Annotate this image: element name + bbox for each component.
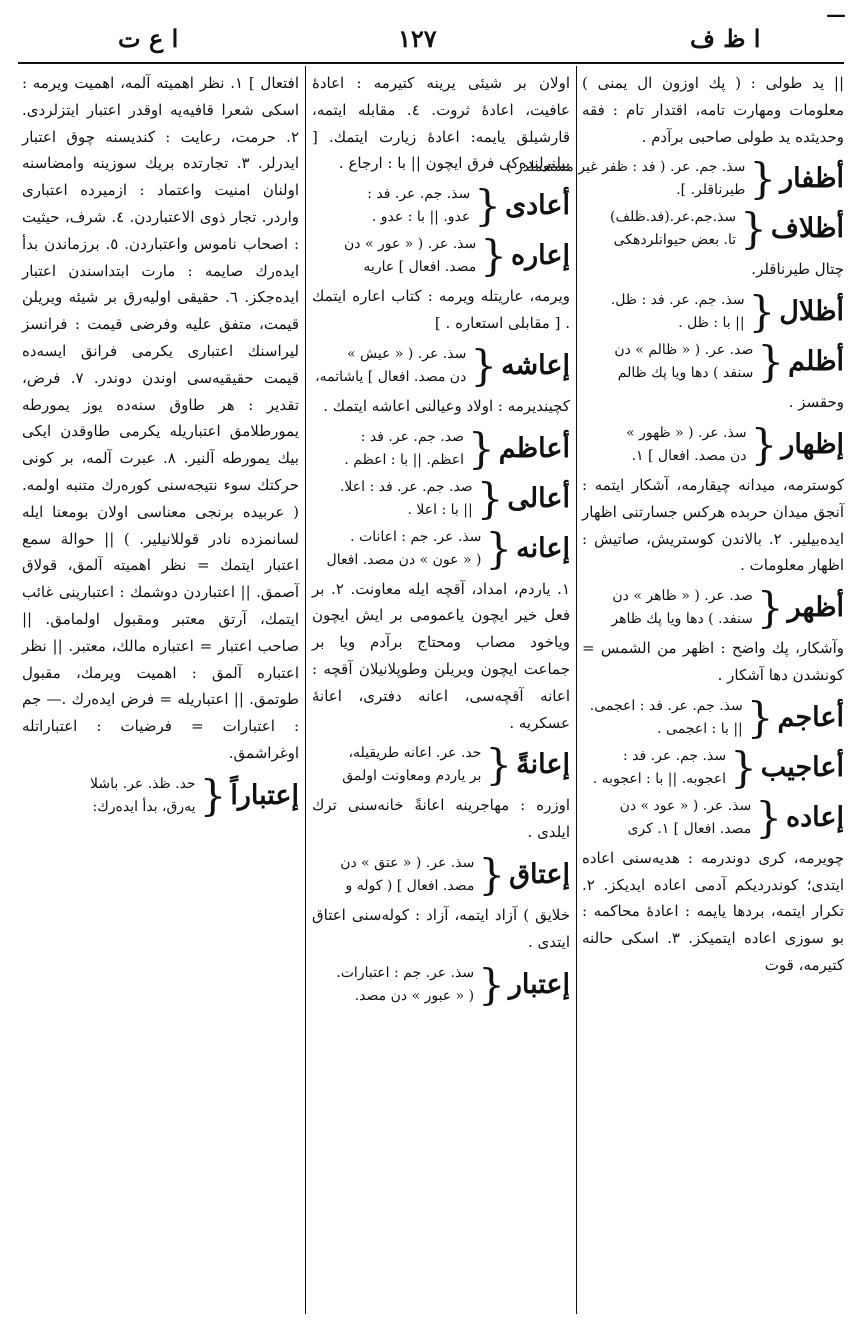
column-divider-right (576, 66, 577, 1314)
entry-headword: إظهار (781, 428, 844, 460)
dictionary-entry (582, 742, 844, 792)
entry-headword: إعاشه (501, 349, 570, 381)
entry-headword: إعاده (785, 801, 844, 833)
grammar-line: ( « عون » دن مصد. افعال (326, 551, 482, 568)
entry-header (582, 339, 844, 385)
grammar-line: سذ. عر. جم : اعانات . (350, 528, 482, 545)
grammar-line: سذ. جم. عر. فد : ظل. (610, 292, 745, 309)
entry-grammar (312, 526, 481, 572)
dictionary-entry (582, 419, 844, 579)
brace-mark: { (474, 181, 501, 231)
definition-text: اوزره : مهاجرينه اعانةً خانه‌سنى ترك ايلدى . (312, 796, 570, 842)
grammar-line: صد. عر. ( « ظالم » دن (614, 342, 754, 359)
definition-text: خلايق ) آزاد ايتمه، آزاد : كوله‌سنى اعتاق ايتدى . (312, 905, 570, 951)
grammar-line: تا. بعض حيوانلردهكى (613, 232, 737, 249)
definition-text: ١. ياردم، امداد، آقچه ايله معاونت. ٢. بر فعل خير ايچون ياعمومى بر ايش ايچون وياخود مصاب ومحتاج برآدم ويا بر جماعت ايچون ويريلن وطوپلانيلان آقچه : اعانه آقچه‌سى، اعانه دفترى، اعانهٔ عسكريه . (312, 579, 570, 732)
entry-grammar (312, 183, 470, 229)
grammar-line: ( « عبور » دن مصد. (354, 987, 475, 1004)
entry-headword: أظفار (780, 163, 844, 195)
dictionary-entry (312, 849, 570, 956)
brace-mark: { (199, 770, 227, 820)
brace-mark: { (750, 419, 778, 469)
grammar-line: سذ. عر. ( « ظهور » (626, 424, 747, 441)
dictionary-entry (312, 340, 570, 420)
corner-mark: — (826, 2, 846, 26)
grammar-line: حد. عر. اعانه طريقيله، (348, 745, 482, 762)
grammar-line: صد. جم. عر. فد : (360, 428, 464, 445)
definition-text: كچينديرمه : اولاد وعيالنى اعاشه ايتمك . (323, 396, 570, 415)
entry-grammar (22, 773, 196, 819)
dictionary-entry (312, 183, 570, 229)
entry-header (22, 770, 299, 820)
entry-headword: إعانةً (516, 749, 570, 781)
entry-grammar (582, 695, 743, 741)
entry-headword: أظلاف (770, 213, 844, 245)
grammar-line: مصد. افعال ] عاريه (363, 259, 477, 276)
grammar-line: سذ. عر. ( « عتق » دن (340, 854, 475, 871)
entry-header (506, 154, 844, 204)
column-center (312, 70, 570, 1313)
grammar-line: سذ. عر. ( « عود » دن (619, 797, 752, 814)
brace-mark: { (749, 154, 777, 204)
definition-text: اولان بر شيئى يرينه كتيرمه : اعادهٔ عافيت، اعادهٔ ثروت. ٤. مقابله ايتمه، قارشيلق يايمه: اعادهٔ زيارت ايتمك. [ ييلنرلنده‌كى فرق ايچون || با : ارجاع . (312, 74, 571, 173)
grammar-line: سذ. عر. ( « عيش » (347, 345, 467, 362)
entry-grammar (582, 339, 753, 385)
brace-mark: { (485, 523, 513, 573)
grammar-line: طيرناقلر. ]. (676, 182, 746, 199)
grammar-line: صد. عر. ( « ظاهر » دن (612, 588, 753, 605)
definition-text: كوسترمه، ميدانه چيقارمه، آشكار ايتمه : آنجق ميدان حربده هركس جسارتنى اظهار ايده‌بيلير. ٢. بالاندن كوستريش، صاتيش : اظهار معلومات . (582, 475, 844, 575)
entry-header (312, 233, 570, 279)
grammar-line: سنفد ) دها ويا پك ظالم (617, 365, 754, 382)
grammar-line: عدو. || با : عدو . (371, 209, 471, 226)
dictionary-entry (582, 206, 844, 283)
entry-grammar (312, 742, 481, 788)
brace-mark: { (478, 849, 506, 899)
grammar-line: اعظم. || با : اعظم . (344, 451, 464, 468)
dictionary-entry (312, 959, 570, 1009)
grammar-line: || با : اعجمى . (657, 720, 743, 737)
header-letters-left: ا ع ت (118, 24, 179, 53)
dictionary-entry (312, 742, 570, 846)
grammar-line: دن مصد. افعال ] ياشاتمه، (315, 368, 467, 385)
entry-headword: أعاظم (498, 432, 570, 464)
brace-mark: { (485, 740, 513, 790)
grammar-line: يه‌رق، بدأ ايده‌رك: (92, 798, 196, 815)
grammar-line: بر ياردم ومعاونت اولمق (342, 768, 482, 785)
definition-text: چويرمه، كرى دوندرمه : هدیه‌سنى اعاده ايتدى؛ كوندرديكم آدمى اعاده ايديكز. ٢. تكرار ايتمه، بردها يايمه : اعادهٔ محاكمه : بو سوزى اعاده ايتميكز. ٣. اسكى حالنه كتيرمه، قوت (582, 848, 845, 974)
brace-mark: { (480, 231, 507, 281)
entry-header (582, 792, 844, 842)
entry-headword: أعاجم (777, 701, 844, 733)
grammar-line: سذ. جم. عر. ( فد : ظفر غير مستعملدر ) (506, 159, 746, 176)
definition-text: وآشكار، پك واضح : اظهر من الشمس = كونشدن دها آشكار . (582, 639, 844, 684)
brace-mark: { (757, 337, 785, 387)
header-letters-right: ا ظ ف (690, 24, 761, 53)
column-divider-left (305, 66, 306, 1314)
entry-grammar (582, 289, 745, 335)
grammar-line: سذ. جم. عر. فد : (367, 186, 471, 203)
brace-mark: { (756, 583, 784, 633)
entry-headword: أظلم (788, 346, 844, 378)
entry-grammar (582, 422, 747, 468)
grammar-line: دن مصد. افعال ] ١. (631, 447, 747, 464)
grammar-line: اعجوبه. || با : اعجوبه . (592, 770, 727, 787)
grammar-line: سذ.جم.عر.(فد.ظلف) (610, 209, 737, 226)
grammar-line: سذ. عر. جم : اعتبارات. (336, 964, 475, 981)
grammar-line: || با : اعلا . (407, 501, 473, 518)
entry-header (312, 473, 570, 523)
header-rule (18, 62, 844, 64)
grammar-line: سذ. جم. عر. فد : اعجمى. (589, 697, 743, 714)
entry-grammar (582, 745, 726, 791)
entry-grammar (312, 476, 473, 522)
entry-headword: إعاره (510, 240, 570, 272)
entry-grammar (582, 206, 736, 252)
grammar-line: حد. ظذ. عر. باشلا (90, 775, 196, 792)
brace-mark: { (748, 287, 776, 337)
grammar-line: مصد. افعال ] ( كوله و (345, 877, 475, 894)
entry-headword: إعانه (516, 532, 570, 564)
entry-header (312, 742, 570, 788)
entry-header (312, 423, 570, 473)
entry-headword: أظلال (779, 296, 844, 328)
entry-header (312, 959, 570, 1009)
entry-headword: أظهر (787, 592, 844, 624)
entry-header (582, 289, 844, 335)
entry-headword: إعتباراً (230, 779, 299, 811)
column-left (22, 70, 299, 1313)
dictionary-entry (312, 423, 570, 473)
brace-mark: { (467, 423, 495, 473)
brace-mark: { (470, 340, 498, 390)
grammar-line: سنفد. ) دها ويا پك ظاهر (611, 611, 753, 628)
brace-mark: { (478, 959, 505, 1009)
entry-header (312, 340, 570, 390)
brace-mark: { (730, 742, 757, 792)
dictionary-entry (312, 473, 570, 523)
entry-grammar (312, 426, 464, 472)
grammar-line: مصد. افعال ] ١. كرى (627, 820, 752, 837)
dictionary-entry (506, 154, 844, 204)
dictionary-entry (22, 770, 299, 820)
entry-grammar (312, 852, 474, 898)
entry-header (582, 692, 844, 742)
entry-headword: أعاجيب (760, 751, 844, 783)
brace-mark: { (740, 204, 767, 254)
dictionary-entry (582, 692, 844, 742)
entry-headword: أعادى (505, 190, 570, 222)
definition-text: || يد طولى : ( پك اوزون ال يمنى ) معلومات ومهارت تامه، اقتدار تام : فقه وحديثده يد طولى صاحبى برآدم . (582, 74, 844, 146)
entry-grammar (582, 795, 751, 841)
entry-grammar (312, 343, 466, 389)
definition-text: افتعال ] ١. نظر اهميته آلمه، اهميت ويرمه : اسكى شعرا قافيه‌يه اوقدر اعتبار ايتزلردى. ٢. حرمت، رعايت : كنديسنه چوق اعتبار ايدرلر. ٣. تجارتده بريك سوزينه وامضاسنه اولنان امنيت واعتماد : ازميرده اعتبارى واردر. تجار ذوى الاعتباردن. ٤. شرف، حيثيت : اصحاب ناموس واعتباردن. ٥. برزماندن بدأ ايده‌رك صايمه : مارت ابتداسندن اعتبار ايده‌جكز. ٦. حقيقى اوليه‌رق بر شيئه ويريلن قيمت، متفق عليه وفرضى قيمت : فرانسز ليراسنك اعتبارى يكرمى فرانق ايسه‌ده قيمت حقيقيه‌سى اوندن دوندر. ٧. فرض، تقدير : هر طاوق سنه‌ده يوز يمورطه يمورطلامق اعتباريله يكرمى طاوقدن ايكى بيك يمورطه آلنير. ٨. عبرت آلمه، بر كونى حركتك سوء نتيجه‌سنى كوره‌رك متنبه اولمه. ( عربيده برنجى معناسى اولان بومعنا ايله لسانمزده نادر قوللانيلير. ) || حوالة سمع اعتبار ايتمك = نظر اهميته آلمق، قولاق آصمق. || اعتباردن دوشمك : اعتبارينى غائب ايتمك، آرتق معتبر ومقبول اولمامق. || صاحب اعتبار = اعتباره مالك، معتبر. || نظر اعتباره آلمق : اهميت ويرمك، مقبول طوتمق. || اعتباريله = فرض ايده‌رك .— جم : اعتبارات = فرضيات : اعتباراتله اوغراشمق. (22, 74, 300, 762)
grammar-line: سذ. عر. ( « عور » دن (344, 236, 477, 253)
dictionary-entry (312, 233, 570, 337)
entry-grammar (312, 233, 476, 279)
entry-header (312, 849, 570, 899)
grammar-line: سذ. جم. عر. فد : (623, 747, 727, 764)
definition-text: وحقسز . (788, 393, 844, 412)
entry-grammar (582, 585, 753, 631)
page-number: ١٢٧ (398, 24, 437, 53)
entry-headword: إعتاق (509, 858, 570, 890)
entry-headword: أعالى (507, 482, 570, 514)
dictionary-entry (582, 339, 844, 416)
entry-header (582, 585, 844, 631)
entry-header (582, 206, 844, 252)
dictionary-entry (582, 289, 844, 335)
grammar-line: صد. جم. عر. فد : اعلا. (339, 478, 473, 495)
entry-header (312, 523, 570, 573)
brace-mark: { (746, 692, 774, 742)
entry-grammar (312, 962, 474, 1008)
entry-header (312, 183, 570, 229)
definition-text: ويرمه، عاريتله ويرمه : كتاب اعاره ايتمك . [ مقابلى استعاره . ] (312, 287, 570, 332)
entry-headword: إعتبار (508, 968, 570, 1000)
brace-mark: { (755, 792, 782, 842)
definition-text: چتال طيرناقلر. (751, 260, 844, 279)
brace-mark: { (476, 473, 504, 523)
entry-header (582, 419, 844, 469)
entry-header (582, 742, 844, 792)
dictionary-entry (582, 585, 844, 689)
grammar-line: || با : ظل . (678, 315, 745, 332)
dictionary-entry (582, 792, 845, 979)
dictionary-entry (312, 523, 570, 737)
